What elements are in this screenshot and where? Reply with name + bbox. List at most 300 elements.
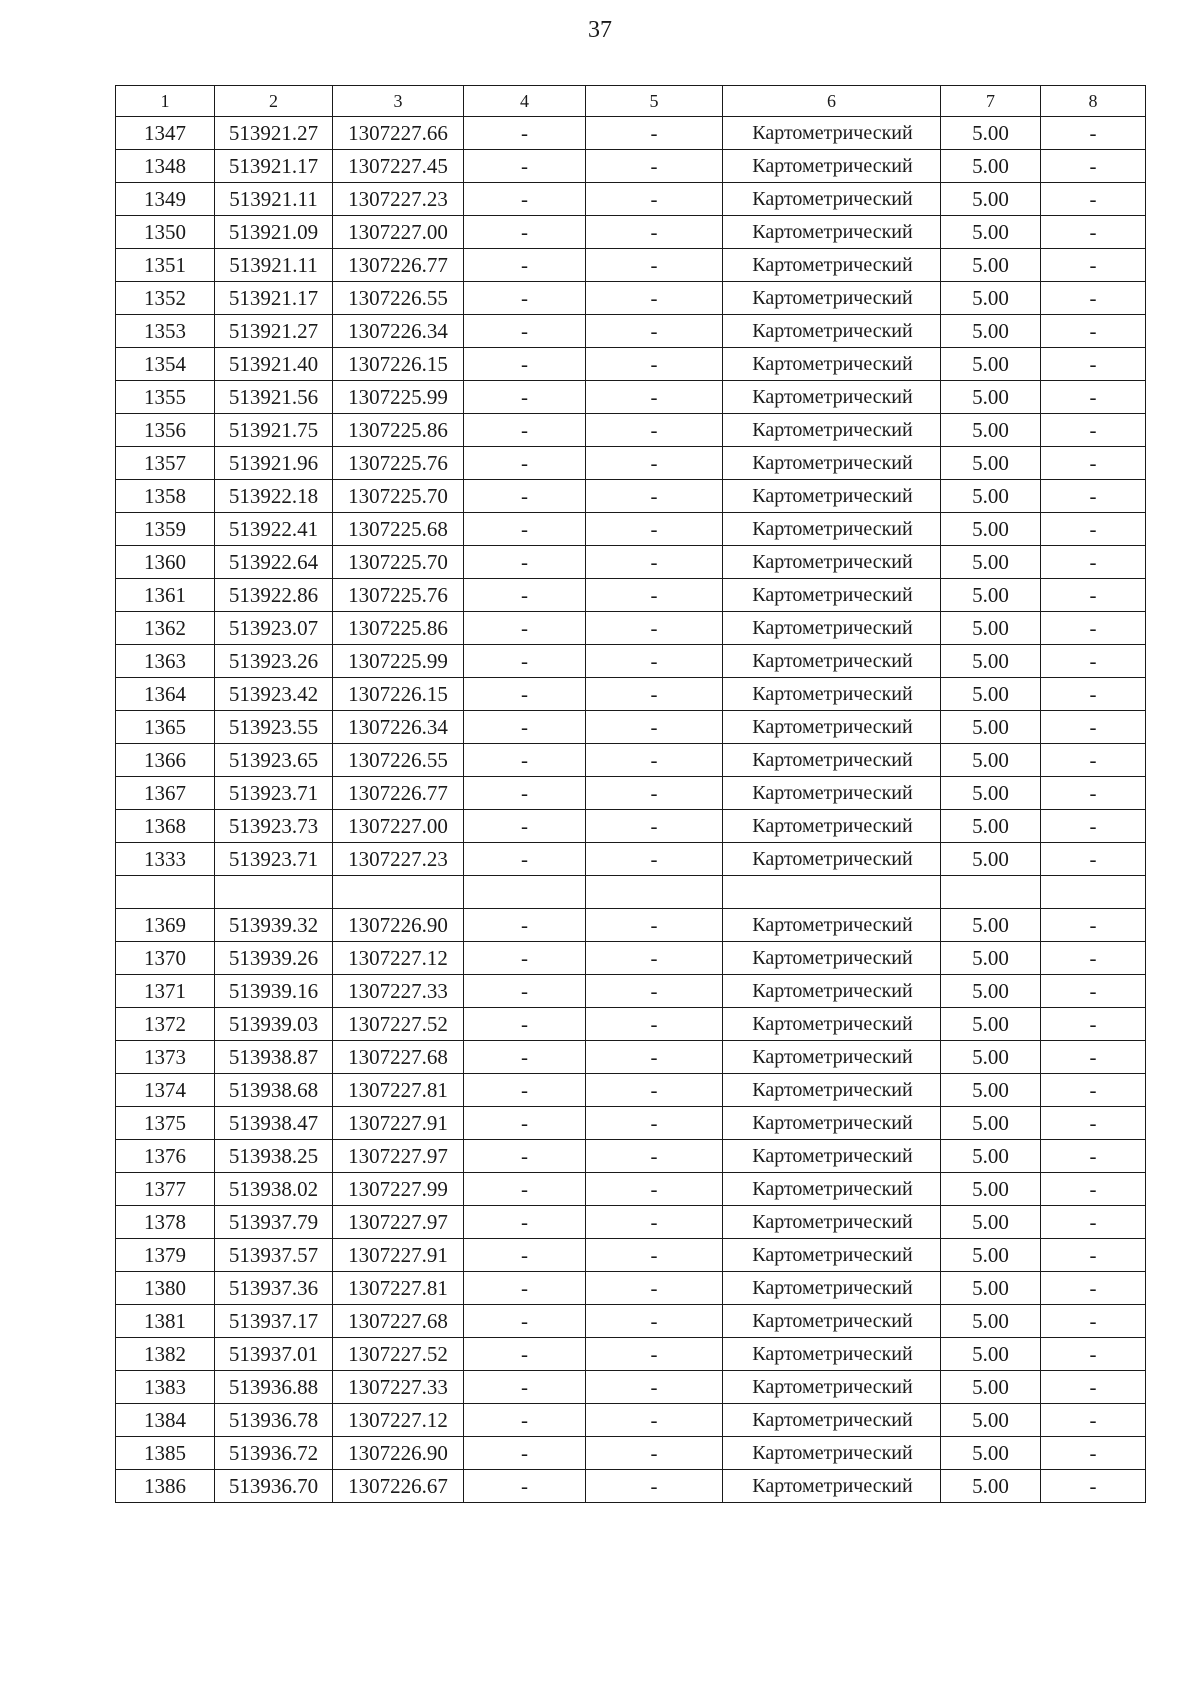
cell-col-5: - xyxy=(586,777,723,810)
cell-accuracy: 5.00 xyxy=(941,975,1041,1008)
cell-accuracy: 5.00 xyxy=(941,414,1041,447)
cell-x-coordinate: 513939.16 xyxy=(215,975,333,1008)
table-row xyxy=(116,117,1146,150)
table-row xyxy=(116,1008,1146,1041)
cell-x-coordinate: 513921.40 xyxy=(215,348,333,381)
cell-method: Картометрический xyxy=(723,216,941,249)
cell-col-5: - xyxy=(586,150,723,183)
table-row xyxy=(116,645,1146,678)
cell-y-coordinate: 1307225.86 xyxy=(333,414,464,447)
cell-method: Картометрический xyxy=(723,1305,941,1338)
cell-y-coordinate: 1307227.45 xyxy=(333,150,464,183)
cell-y-coordinate: 1307225.99 xyxy=(333,645,464,678)
cell-y-coordinate: 1307227.97 xyxy=(333,1206,464,1239)
cell-col-4: - xyxy=(464,744,586,777)
cell-method: Картометрический xyxy=(723,249,941,282)
cell-y-coordinate: 1307226.15 xyxy=(333,348,464,381)
cell-col-8: - xyxy=(1041,513,1146,546)
cell-point-number xyxy=(116,876,215,909)
cell-method: Картометрический xyxy=(723,1272,941,1305)
cell-col-5: - xyxy=(586,513,723,546)
cell-col-5: - xyxy=(586,1041,723,1074)
cell-accuracy: 5.00 xyxy=(941,1041,1041,1074)
cell-accuracy: 5.00 xyxy=(941,249,1041,282)
cell-accuracy: 5.00 xyxy=(941,1074,1041,1107)
cell-col-8: - xyxy=(1041,1041,1146,1074)
cell-col-4: - xyxy=(464,183,586,216)
cell-col-4: - xyxy=(464,1338,586,1371)
table-row xyxy=(116,777,1146,810)
cell-point-number: 1350 xyxy=(116,216,215,249)
cell-y-coordinate: 1307227.91 xyxy=(333,1239,464,1272)
cell-method: Картометрический xyxy=(723,975,941,1008)
cell-col-4: - xyxy=(464,1206,586,1239)
cell-col-8: - xyxy=(1041,810,1146,843)
table-row xyxy=(116,1239,1146,1272)
cell-method: Картометрический xyxy=(723,513,941,546)
cell-col-8: - xyxy=(1041,249,1146,282)
table-row xyxy=(116,447,1146,480)
cell-x-coordinate: 513921.17 xyxy=(215,282,333,315)
page-number: 37 xyxy=(588,17,612,43)
cell-col-5: - xyxy=(586,315,723,348)
cell-y-coordinate: 1307225.86 xyxy=(333,612,464,645)
cell-method: Картометрический xyxy=(723,1371,941,1404)
cell-y-coordinate: 1307227.33 xyxy=(333,1371,464,1404)
cell-y-coordinate: 1307227.66 xyxy=(333,117,464,150)
cell-col-4: - xyxy=(464,579,586,612)
cell-col-8: - xyxy=(1041,1008,1146,1041)
cell-point-number: 1352 xyxy=(116,282,215,315)
cell-x-coordinate xyxy=(215,876,333,909)
cell-accuracy: 5.00 xyxy=(941,1140,1041,1173)
table-row xyxy=(116,315,1146,348)
table-row xyxy=(116,1140,1146,1173)
cell-col-4: - xyxy=(464,909,586,942)
cell-x-coordinate: 513921.11 xyxy=(215,183,333,216)
cell-method: Картометрический xyxy=(723,711,941,744)
cell-col-4: - xyxy=(464,348,586,381)
cell-method: Картометрический xyxy=(723,348,941,381)
cell-col-4: - xyxy=(464,1074,586,1107)
cell-y-coordinate: 1307226.67 xyxy=(333,1470,464,1503)
cell-method: Картометрический xyxy=(723,1206,941,1239)
cell-col-5: - xyxy=(586,1305,723,1338)
cell-x-coordinate: 513936.88 xyxy=(215,1371,333,1404)
table-row xyxy=(116,1404,1146,1437)
cell-y-coordinate: 1307227.52 xyxy=(333,1338,464,1371)
cell-accuracy: 5.00 xyxy=(941,942,1041,975)
table-body xyxy=(116,86,1146,1503)
cell-y-coordinate: 1307226.34 xyxy=(333,315,464,348)
table-row xyxy=(116,843,1146,876)
cell-col-5: - xyxy=(586,1437,723,1470)
cell-x-coordinate: 513938.25 xyxy=(215,1140,333,1173)
cell-method: Картометрический xyxy=(723,447,941,480)
cell-y-coordinate: 1307227.52 xyxy=(333,1008,464,1041)
cell-col-5: - xyxy=(586,1371,723,1404)
cell-accuracy: 5.00 xyxy=(941,315,1041,348)
cell-x-coordinate: 513923.42 xyxy=(215,678,333,711)
cell-col-4: - xyxy=(464,942,586,975)
header-cell-4: 4 xyxy=(464,86,586,117)
cell-method: Картометрический xyxy=(723,744,941,777)
cell-y-coordinate: 1307227.00 xyxy=(333,810,464,843)
cell-col-4: - xyxy=(464,282,586,315)
table-row xyxy=(116,249,1146,282)
cell-col-8: - xyxy=(1041,1272,1146,1305)
coordinates-table xyxy=(115,85,1146,1503)
cell-point-number: 1379 xyxy=(116,1239,215,1272)
table-row xyxy=(116,909,1146,942)
cell-col-4: - xyxy=(464,546,586,579)
header-cell-5: 5 xyxy=(586,86,723,117)
cell-method: Картометрический xyxy=(723,117,941,150)
cell-method: Картометрический xyxy=(723,315,941,348)
cell-x-coordinate: 513937.57 xyxy=(215,1239,333,1272)
cell-y-coordinate: 1307227.99 xyxy=(333,1173,464,1206)
cell-y-coordinate: 1307225.99 xyxy=(333,381,464,414)
cell-accuracy: 5.00 xyxy=(941,1470,1041,1503)
cell-method: Картометрический xyxy=(723,1173,941,1206)
header-cell-1: 1 xyxy=(116,86,215,117)
table-row xyxy=(116,1437,1146,1470)
cell-y-coordinate: 1307225.68 xyxy=(333,513,464,546)
cell-col-5: - xyxy=(586,480,723,513)
cell-method: Картометрический xyxy=(723,1437,941,1470)
cell-col-8: - xyxy=(1041,1239,1146,1272)
cell-col-5: - xyxy=(586,645,723,678)
cell-x-coordinate: 513922.41 xyxy=(215,513,333,546)
cell-x-coordinate: 513937.17 xyxy=(215,1305,333,1338)
cell-x-coordinate: 513921.75 xyxy=(215,414,333,447)
table-row xyxy=(116,1074,1146,1107)
cell-point-number: 1367 xyxy=(116,777,215,810)
cell-point-number: 1369 xyxy=(116,909,215,942)
cell-point-number: 1366 xyxy=(116,744,215,777)
cell-col-8: - xyxy=(1041,612,1146,645)
header-cell-2: 2 xyxy=(215,86,333,117)
cell-col-4: - xyxy=(464,414,586,447)
cell-col-4: - xyxy=(464,315,586,348)
cell-accuracy: 5.00 xyxy=(941,513,1041,546)
table-row xyxy=(116,876,1146,909)
cell-col-8: - xyxy=(1041,843,1146,876)
table-row xyxy=(116,183,1146,216)
cell-method: Картометрический xyxy=(723,843,941,876)
cell-col-4: - xyxy=(464,1305,586,1338)
cell-col-8: - xyxy=(1041,546,1146,579)
cell-point-number: 1381 xyxy=(116,1305,215,1338)
cell-col-4: - xyxy=(464,117,586,150)
cell-x-coordinate: 513939.32 xyxy=(215,909,333,942)
cell-y-coordinate: 1307227.97 xyxy=(333,1140,464,1173)
cell-method: Картометрический xyxy=(723,1041,941,1074)
cell-method: Картометрический xyxy=(723,810,941,843)
cell-method: Картометрический xyxy=(723,480,941,513)
cell-col-8: - xyxy=(1041,1470,1146,1503)
cell-method: Картометрический xyxy=(723,1239,941,1272)
cell-method: Картометрический xyxy=(723,381,941,414)
cell-accuracy: 5.00 xyxy=(941,579,1041,612)
table-row xyxy=(116,513,1146,546)
cell-accuracy: 5.00 xyxy=(941,645,1041,678)
cell-point-number: 1370 xyxy=(116,942,215,975)
cell-point-number: 1354 xyxy=(116,348,215,381)
cell-x-coordinate: 513938.02 xyxy=(215,1173,333,1206)
table-row xyxy=(116,1338,1146,1371)
cell-col-8: - xyxy=(1041,381,1146,414)
table-row xyxy=(116,348,1146,381)
cell-accuracy: 5.00 xyxy=(941,1107,1041,1140)
cell-point-number: 1374 xyxy=(116,1074,215,1107)
cell-point-number: 1378 xyxy=(116,1206,215,1239)
cell-col-8: - xyxy=(1041,1338,1146,1371)
cell-col-4: - xyxy=(464,1470,586,1503)
cell-col-8: - xyxy=(1041,975,1146,1008)
cell-accuracy: 5.00 xyxy=(941,1206,1041,1239)
cell-point-number: 1356 xyxy=(116,414,215,447)
cell-col-8: - xyxy=(1041,777,1146,810)
cell-point-number: 1386 xyxy=(116,1470,215,1503)
cell-method: Картометрический xyxy=(723,150,941,183)
cell-y-coordinate: 1307227.33 xyxy=(333,975,464,1008)
cell-method: Картометрический xyxy=(723,612,941,645)
cell-x-coordinate: 513923.26 xyxy=(215,645,333,678)
cell-x-coordinate: 513921.56 xyxy=(215,381,333,414)
cell-x-coordinate: 513923.07 xyxy=(215,612,333,645)
cell-col-8: - xyxy=(1041,282,1146,315)
cell-col-8: - xyxy=(1041,942,1146,975)
cell-point-number: 1382 xyxy=(116,1338,215,1371)
cell-y-coordinate: 1307226.55 xyxy=(333,744,464,777)
cell-y-coordinate: 1307226.77 xyxy=(333,249,464,282)
cell-method: Картометрический xyxy=(723,282,941,315)
cell-col-4: - xyxy=(464,480,586,513)
cell-method: Картометрический xyxy=(723,678,941,711)
table-row xyxy=(116,216,1146,249)
cell-y-coordinate: 1307225.76 xyxy=(333,447,464,480)
cell-y-coordinate: 1307226.15 xyxy=(333,678,464,711)
cell-x-coordinate: 513921.17 xyxy=(215,150,333,183)
cell-point-number: 1371 xyxy=(116,975,215,1008)
cell-y-coordinate: 1307227.68 xyxy=(333,1305,464,1338)
cell-method: Картометрический xyxy=(723,546,941,579)
cell-col-8: - xyxy=(1041,1305,1146,1338)
cell-col-5: - xyxy=(586,1404,723,1437)
cell-col-4: - xyxy=(464,1272,586,1305)
cell-y-coordinate: 1307226.77 xyxy=(333,777,464,810)
cell-accuracy: 5.00 xyxy=(941,546,1041,579)
cell-y-coordinate: 1307227.12 xyxy=(333,942,464,975)
cell-accuracy: 5.00 xyxy=(941,1173,1041,1206)
cell-col-8: - xyxy=(1041,1437,1146,1470)
cell-accuracy: 5.00 xyxy=(941,282,1041,315)
cell-point-number: 1377 xyxy=(116,1173,215,1206)
cell-x-coordinate: 513923.55 xyxy=(215,711,333,744)
cell-method: Картометрический xyxy=(723,183,941,216)
cell-col-5: - xyxy=(586,1008,723,1041)
cell-point-number: 1358 xyxy=(116,480,215,513)
cell-col-8: - xyxy=(1041,414,1146,447)
cell-col-5: - xyxy=(586,678,723,711)
cell-col-4: - xyxy=(464,381,586,414)
cell-x-coordinate: 513922.86 xyxy=(215,579,333,612)
cell-col-5: - xyxy=(586,249,723,282)
cell-method: Картометрический xyxy=(723,1140,941,1173)
table-row xyxy=(116,381,1146,414)
cell-y-coordinate: 1307225.70 xyxy=(333,546,464,579)
cell-accuracy: 5.00 xyxy=(941,183,1041,216)
cell-col-5: - xyxy=(586,348,723,381)
cell-col-5: - xyxy=(586,546,723,579)
cell-method: Картометрический xyxy=(723,1338,941,1371)
cell-point-number: 1385 xyxy=(116,1437,215,1470)
cell-point-number: 1375 xyxy=(116,1107,215,1140)
cell-col-4: - xyxy=(464,447,586,480)
cell-col-8: - xyxy=(1041,711,1146,744)
cell-col-8: - xyxy=(1041,348,1146,381)
cell-accuracy: 5.00 xyxy=(941,348,1041,381)
cell-method xyxy=(723,876,941,909)
cell-col-4: - xyxy=(464,1437,586,1470)
cell-accuracy: 5.00 xyxy=(941,1008,1041,1041)
cell-x-coordinate: 513922.64 xyxy=(215,546,333,579)
cell-col-8: - xyxy=(1041,1206,1146,1239)
cell-point-number: 1355 xyxy=(116,381,215,414)
cell-col-8: - xyxy=(1041,480,1146,513)
cell-accuracy: 5.00 xyxy=(941,711,1041,744)
cell-x-coordinate: 513921.11 xyxy=(215,249,333,282)
cell-y-coordinate: 1307226.55 xyxy=(333,282,464,315)
cell-point-number: 1361 xyxy=(116,579,215,612)
table-row xyxy=(116,810,1146,843)
cell-y-coordinate: 1307227.23 xyxy=(333,843,464,876)
cell-col-4: - xyxy=(464,678,586,711)
table-row xyxy=(116,282,1146,315)
cell-y-coordinate: 1307227.23 xyxy=(333,183,464,216)
cell-accuracy: 5.00 xyxy=(941,1239,1041,1272)
cell-col-8: - xyxy=(1041,1404,1146,1437)
cell-col-4 xyxy=(464,876,586,909)
cell-col-4: - xyxy=(464,1404,586,1437)
cell-y-coordinate: 1307227.68 xyxy=(333,1041,464,1074)
cell-point-number: 1333 xyxy=(116,843,215,876)
cell-accuracy: 5.00 xyxy=(941,1404,1041,1437)
cell-col-4: - xyxy=(464,1008,586,1041)
cell-point-number: 1380 xyxy=(116,1272,215,1305)
cell-method: Картометрический xyxy=(723,645,941,678)
cell-x-coordinate: 513923.65 xyxy=(215,744,333,777)
cell-point-number: 1357 xyxy=(116,447,215,480)
cell-col-5: - xyxy=(586,1272,723,1305)
cell-point-number: 1362 xyxy=(116,612,215,645)
cell-y-coordinate: 1307227.91 xyxy=(333,1107,464,1140)
cell-accuracy: 5.00 xyxy=(941,1338,1041,1371)
cell-col-5: - xyxy=(586,183,723,216)
cell-accuracy: 5.00 xyxy=(941,744,1041,777)
cell-col-4: - xyxy=(464,513,586,546)
cell-col-4: - xyxy=(464,1107,586,1140)
cell-col-8: - xyxy=(1041,216,1146,249)
cell-point-number: 1347 xyxy=(116,117,215,150)
cell-col-4: - xyxy=(464,645,586,678)
cell-point-number: 1348 xyxy=(116,150,215,183)
cell-accuracy: 5.00 xyxy=(941,216,1041,249)
cell-col-5: - xyxy=(586,381,723,414)
table-row xyxy=(116,678,1146,711)
cell-x-coordinate: 513923.71 xyxy=(215,777,333,810)
cell-col-5: - xyxy=(586,942,723,975)
cell-col-5: - xyxy=(586,1239,723,1272)
cell-point-number: 1384 xyxy=(116,1404,215,1437)
cell-col-5: - xyxy=(586,612,723,645)
cell-col-8: - xyxy=(1041,1371,1146,1404)
cell-accuracy: 5.00 xyxy=(941,678,1041,711)
cell-accuracy: 5.00 xyxy=(941,447,1041,480)
cell-method: Картометрический xyxy=(723,414,941,447)
cell-y-coordinate xyxy=(333,876,464,909)
cell-x-coordinate: 513937.01 xyxy=(215,1338,333,1371)
cell-accuracy: 5.00 xyxy=(941,150,1041,183)
table-row xyxy=(116,579,1146,612)
cell-method: Картометрический xyxy=(723,909,941,942)
table-row xyxy=(116,1041,1146,1074)
cell-col-5: - xyxy=(586,843,723,876)
cell-accuracy: 5.00 xyxy=(941,843,1041,876)
cell-col-4: - xyxy=(464,843,586,876)
cell-col-5: - xyxy=(586,414,723,447)
table-header-row xyxy=(116,86,1146,117)
cell-method: Картометрический xyxy=(723,1470,941,1503)
cell-col-4: - xyxy=(464,216,586,249)
cell-point-number: 1372 xyxy=(116,1008,215,1041)
cell-col-8: - xyxy=(1041,1140,1146,1173)
cell-col-4: - xyxy=(464,810,586,843)
cell-x-coordinate: 513923.73 xyxy=(215,810,333,843)
table-row xyxy=(116,1371,1146,1404)
cell-col-4: - xyxy=(464,1371,586,1404)
cell-col-4: - xyxy=(464,1239,586,1272)
table-row xyxy=(116,414,1146,447)
cell-method: Картометрический xyxy=(723,1107,941,1140)
cell-y-coordinate: 1307227.81 xyxy=(333,1272,464,1305)
cell-col-8: - xyxy=(1041,447,1146,480)
table-row xyxy=(116,1470,1146,1503)
cell-col-8: - xyxy=(1041,579,1146,612)
table-row xyxy=(116,1272,1146,1305)
cell-point-number: 1351 xyxy=(116,249,215,282)
cell-col-8: - xyxy=(1041,150,1146,183)
cell-x-coordinate: 513921.27 xyxy=(215,117,333,150)
cell-point-number: 1376 xyxy=(116,1140,215,1173)
table-row xyxy=(116,711,1146,744)
cell-col-5: - xyxy=(586,579,723,612)
table-row xyxy=(116,612,1146,645)
cell-col-5: - xyxy=(586,447,723,480)
cell-col-5: - xyxy=(586,909,723,942)
cell-col-5: - xyxy=(586,1206,723,1239)
cell-col-5: - xyxy=(586,117,723,150)
cell-method: Картометрический xyxy=(723,942,941,975)
cell-col-4: - xyxy=(464,1041,586,1074)
cell-col-5: - xyxy=(586,1107,723,1140)
cell-col-8: - xyxy=(1041,183,1146,216)
cell-y-coordinate: 1307227.12 xyxy=(333,1404,464,1437)
cell-col-5: - xyxy=(586,810,723,843)
cell-accuracy: 5.00 xyxy=(941,612,1041,645)
cell-y-coordinate: 1307225.76 xyxy=(333,579,464,612)
